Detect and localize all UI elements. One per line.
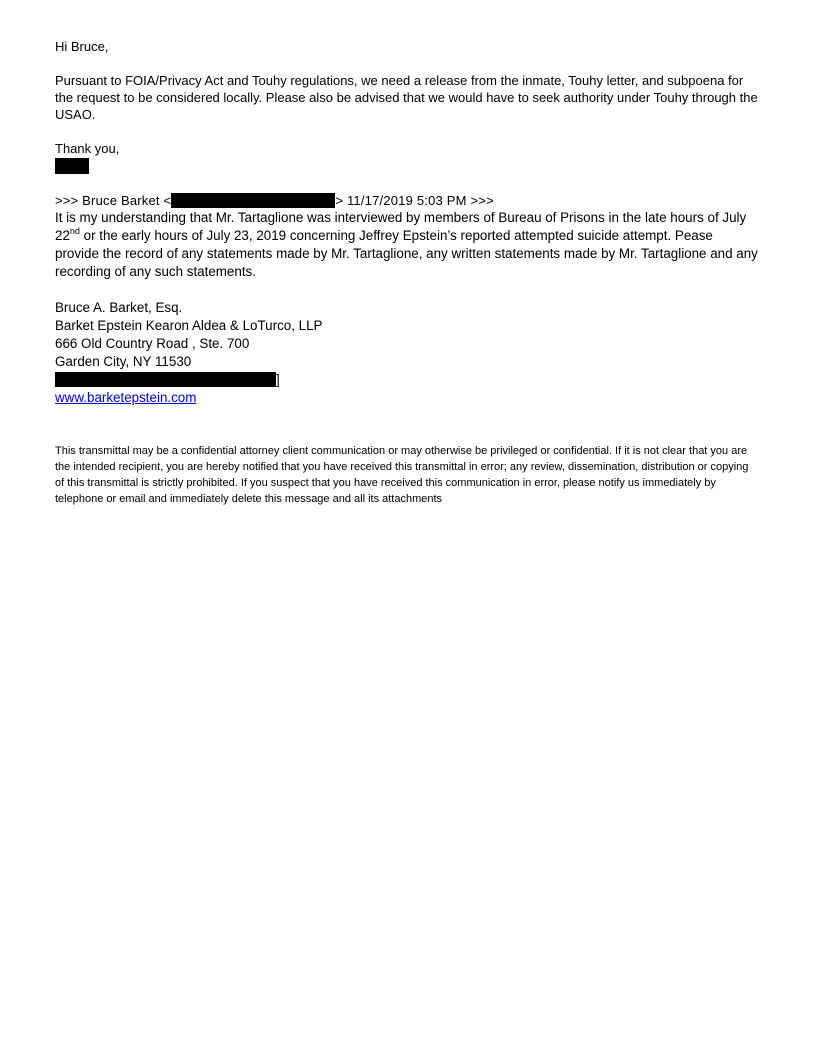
- quoted-body-part1: It is my understanding that Mr. Tartaglione was interviewed by members of Bureau of Prisons in the late hours of July 22: [55, 210, 747, 243]
- quoted-header: [55, 192, 760, 209]
- signature-address1: 666 Old Country Road , Ste. 700: [55, 336, 250, 351]
- website-link[interactable]: www.barketepstein.com: [55, 390, 197, 405]
- signature-redaction: [55, 157, 760, 175]
- reply-paragraph: Pursuant to FOIA/Privacy Act and Touhy regulations, we need a release from the inmate, Touhy letter, and subpoena for the request to be considered locally. Please also be advised that we would have to seek authority under Touhy through the USAO.: [55, 73, 758, 122]
- quoted-header-prefix: >>> Bruce Barket <: [55, 193, 172, 208]
- quoted-body-part2: or the early hours of July 23, 2019 concerning Jeffrey Epstein’s reported attempted suicide attempt. Pease provide the record of any statements made by Mr. Tartaglione, any written statements made by Mr. Tartaglione and any recording of any such statements.: [55, 228, 758, 279]
- confidentiality-disclaimer: This transmittal may be a confidential attorney client communication or may otherwise be privileged or confidential. If it is not clear that you are the intended recipient, you are hereby notified that you have received this transmittal in error; any review, dissemination, distribution or copying of this transmittal is strictly prohibited. If you suspect that you have received this communication in error, please notify us immediately by telephone or email and immediately delete this message and all its attachments: [55, 445, 749, 505]
- closing: Thank you,: [55, 141, 120, 156]
- contact-suffix: ]: [276, 372, 280, 387]
- redaction-block: [55, 158, 89, 174]
- signature-address2: Garden City, NY 11530: [55, 354, 192, 369]
- quoted-body: [55, 209, 760, 281]
- contact-redaction-block: [55, 372, 276, 387]
- greeting: Hi Bruce,: [55, 39, 109, 54]
- email-document: [55, 38, 760, 507]
- email-redaction-block: [171, 193, 335, 208]
- quoted-header-suffix: > 11/17/2019 5:03 PM >>>: [335, 193, 494, 208]
- signature-website-line: [55, 389, 760, 407]
- signature-firm: Barket Epstein Kearon Aldea & LoTurco, LLP: [55, 318, 323, 333]
- ordinal-superscript: nd: [69, 226, 80, 236]
- signature-name: Bruce A. Barket, Esq.: [55, 300, 183, 315]
- signature-contact: [55, 371, 760, 389]
